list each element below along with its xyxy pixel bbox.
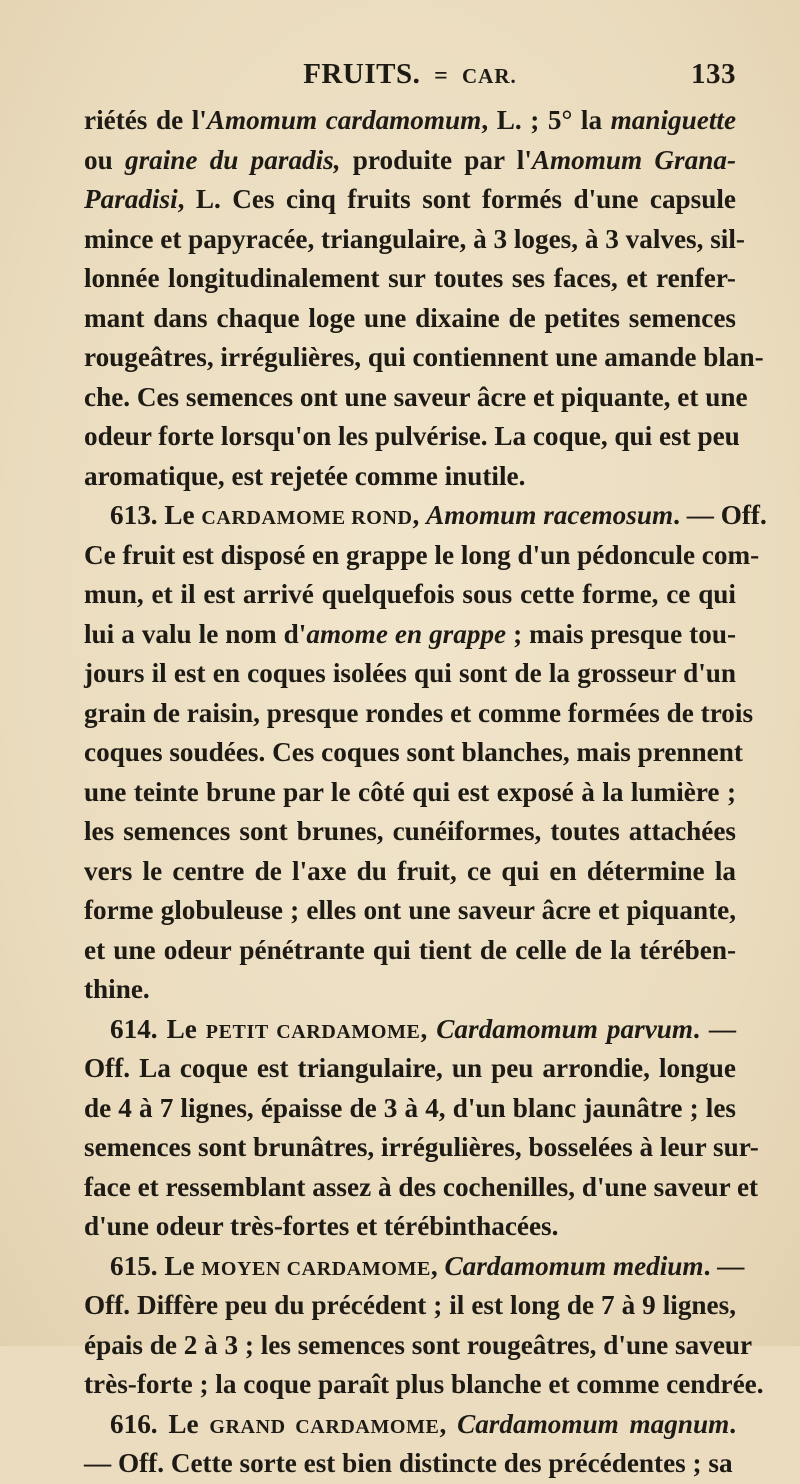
text-run: ; mais presque tou- [506,618,737,649]
text-run: . — Off. [673,500,767,530]
running-title-equals: = [434,63,449,89]
text-line [84,615,736,655]
text-run: de 4 à 7 lignes, épaisse de 3 à 4, d'un blanc jaunâtre ; les [84,1092,736,1123]
text-line [84,931,736,971]
running-title [84,58,736,91]
text-line [84,575,736,615]
text-run: grain de raisin, presque rondes et comme formées de trois [84,697,754,728]
text-run: , [439,1408,458,1439]
body-text [84,101,767,1484]
text-line [84,891,736,931]
text-run: forme globuleuse ; elles ont une saveur âcre et piquante, [84,895,736,925]
page-header [84,58,736,98]
text-run: thine. [84,974,150,1004]
text-run: . — [693,1013,737,1044]
text-line [84,654,736,694]
text-line [84,694,754,734]
text-line [84,1286,736,1326]
italic-term: maniguette [610,105,737,135]
text-run: les semences sont brunes, cunéiformes, toutes attachées [84,816,736,846]
text-run: aromatique, est rejetée comme inutile. [84,460,526,491]
text-line [84,417,740,457]
text-line [84,812,736,852]
text-line [84,101,736,141]
text-run: riétés de l' [84,105,207,135]
page-number: 133 [691,58,736,90]
text-line [84,733,743,773]
text-run: très-forte ; la coque paraît plus blanche et comme cendrée. [84,1369,764,1399]
text-line [84,457,736,497]
text-run: , [430,1250,445,1281]
text-line [84,141,736,181]
italic-term: Amomum Grana- [531,144,736,175]
small-caps-term: PETIT CARDAMOME [205,1020,421,1043]
text-run: , [412,500,427,530]
italic-term: Cardamomum magnum [457,1408,730,1439]
italic-term: Cardamomum parvum [436,1013,694,1044]
text-run: odeur forte lorsqu'on les pulvérise. La coque, qui est peu [84,421,740,451]
text-line [84,773,736,813]
italic-term: Paradisi [84,184,178,214]
text-line [84,259,736,299]
small-caps-term: CARDAMOME ROND [201,507,413,529]
text-line [84,220,745,260]
text-line [84,1089,736,1129]
text-run: , [420,1013,437,1044]
text-run: mun, et il est arrivé quelquefois sous cette forme, ce qui [84,579,736,609]
text-line [84,536,760,576]
small-caps-term: GRAND CARDAMOME [209,1415,440,1438]
text-line [84,1128,759,1168]
italic-term: Amomum cardamomum [206,105,482,135]
text-line [84,1444,736,1484]
text-run: lonnée longitudinalement sur toutes ses faces, et renfer- [84,263,736,293]
text-line [84,1168,759,1208]
italic-term: Cardamomum medium [444,1250,704,1281]
text-line [84,378,748,418]
text-line [84,852,736,892]
text-line [84,338,764,378]
text-run: 614. Le [110,1013,206,1044]
text-run: jours il est en coques isolées qui sont de la grosseur d'un [84,658,736,688]
italic-term: graine du paradis, [124,144,341,175]
text-run: épais de 2 à 3 ; les semences sont rougeâtres, d'une saveur [84,1329,753,1360]
text-line [84,1405,736,1445]
text-run: et une odeur pénétrante qui tient de celle de la térében- [84,934,736,965]
text-line [84,1326,753,1366]
text-line [84,1365,764,1405]
text-run: 613. Le [110,500,202,530]
text-line [84,1247,745,1287]
text-run: , L. Ces cinq fruits sont formés d'une capsule [177,184,736,214]
text-run: che. Ces semences ont une saveur âcre et piquante, et une [84,381,748,412]
text-run: Off. La coque est triangulaire, un peu arrondie, longue [84,1053,736,1083]
text-run: produite par l' [340,144,532,175]
running-title-fruits: FRUITS. [303,58,421,90]
text-line [84,496,767,536]
italic-term: Amomum racemosum [426,500,674,530]
text-run: — Off. Cette sorte est bien distincte des précédentes ; sa [84,1448,733,1478]
text-run: mant dans chaque loge une dixaine de petites semences [84,302,736,333]
text-line [84,180,736,220]
text-line [84,1010,736,1050]
text-run: mince et papyracée, triangulaire, à 3 loges, à 3 valves, sil- [84,223,745,254]
text-line [84,1049,736,1089]
text-run: lui a valu le nom d' [84,618,307,649]
text-run: coques soudées. Ces coques sont blanches, mais prennent [84,737,743,767]
text-run: d'une odeur très-fortes et térébinthacées. [84,1211,559,1241]
text-run: semences sont brunâtres, irrégulières, bosselées à leur sur- [84,1132,759,1162]
text-run: 616. Le [110,1408,210,1439]
text-line [84,1207,736,1247]
text-run: . — [703,1250,745,1281]
text-run: une teinte brune par le côté qui est exposé à la lumière ; [84,776,736,807]
small-caps-term: MOYEN CARDAMOME [201,1257,431,1280]
text-run: face et ressemblant assez à des cochenilles, d'une saveur et [84,1171,759,1202]
text-run: Ce fruit est disposé en grappe le long d'un pédoncule com- [84,539,760,570]
text-run: . [729,1408,737,1439]
text-run: rougeâtres, irrégulières, qui contiennent une amande blan- [84,342,764,372]
text-run: , L. ; 5° la [481,105,611,135]
text-run: ou [84,144,125,175]
text-line [84,299,736,339]
text-run: 615. Le [110,1250,202,1281]
text-run: vers le centre de l'axe du fruit, ce qui en détermine la [84,855,736,886]
italic-term: amome en grappe [306,618,507,649]
running-title-car: CAR. [462,64,517,88]
text-line [84,970,736,1010]
text-run: Off. Diffère peu du précédent ; il est long de 7 à 9 lignes, [84,1290,736,1320]
